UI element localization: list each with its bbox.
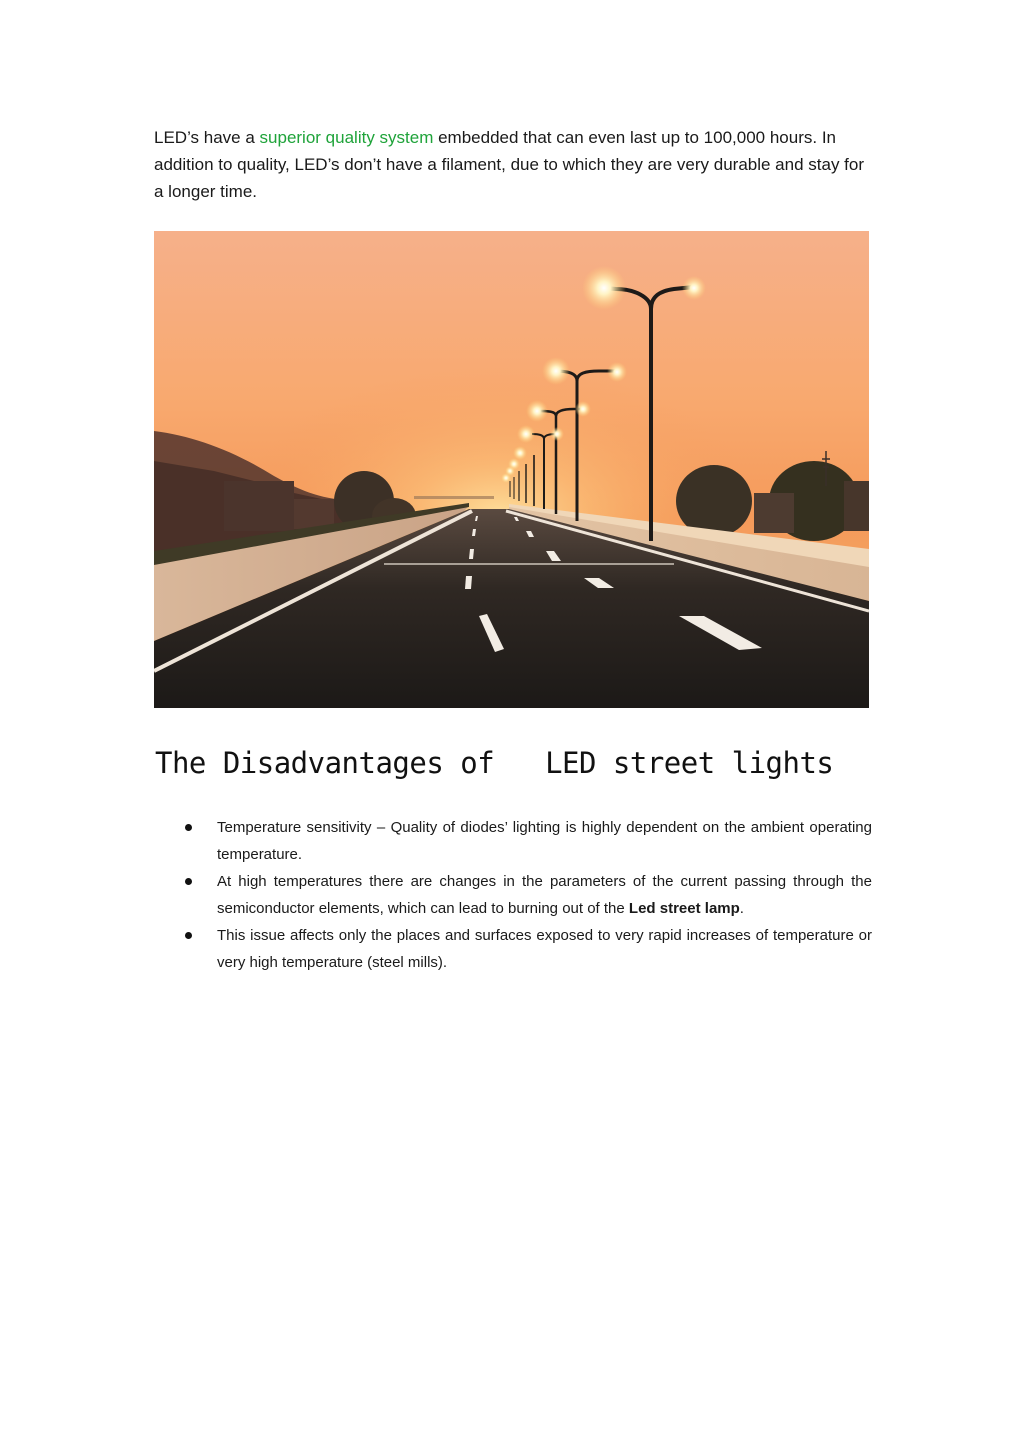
list-item — [154, 868, 872, 922]
highway-street-lights-photo — [154, 231, 869, 708]
bullet-icon — [185, 824, 192, 831]
bullet-icon — [185, 932, 192, 939]
bullet-bold-term: Led street lamp — [628, 900, 740, 917]
list-item — [154, 922, 872, 976]
intro-paragraph — [154, 124, 874, 205]
bullet-text: Temperature sensitivity – Quality of diodes’ lighting is highly dependent on the ambient operating temperature. — [217, 819, 872, 863]
intro-text-start: LED’s have a — [154, 128, 260, 147]
disadvantages-list — [154, 814, 872, 976]
intro-text-end: embedded that can even last up to 100,000 hours. In addition to quality, LED’s don’t have a filament, due to which they are very durable and stay for a longer time. — [154, 128, 865, 201]
bullet-text-start: At high temperatures there are changes in the parameters of the current passing through the semiconductor elements, which can lead to burning out of the — [217, 873, 872, 917]
section-heading: The Disadvantages of LED street lights — [155, 746, 834, 780]
photo-illustration — [154, 231, 869, 708]
superior-quality-system-link[interactable]: superior quality system — [259, 128, 434, 147]
bullet-text-end: . — [739, 900, 744, 917]
list-item — [154, 814, 872, 868]
bullet-icon — [185, 878, 192, 885]
bullet-text: This issue affects only the places and surfaces exposed to very rapid increases of temperature or very high temperature (steel mills). — [217, 927, 872, 971]
